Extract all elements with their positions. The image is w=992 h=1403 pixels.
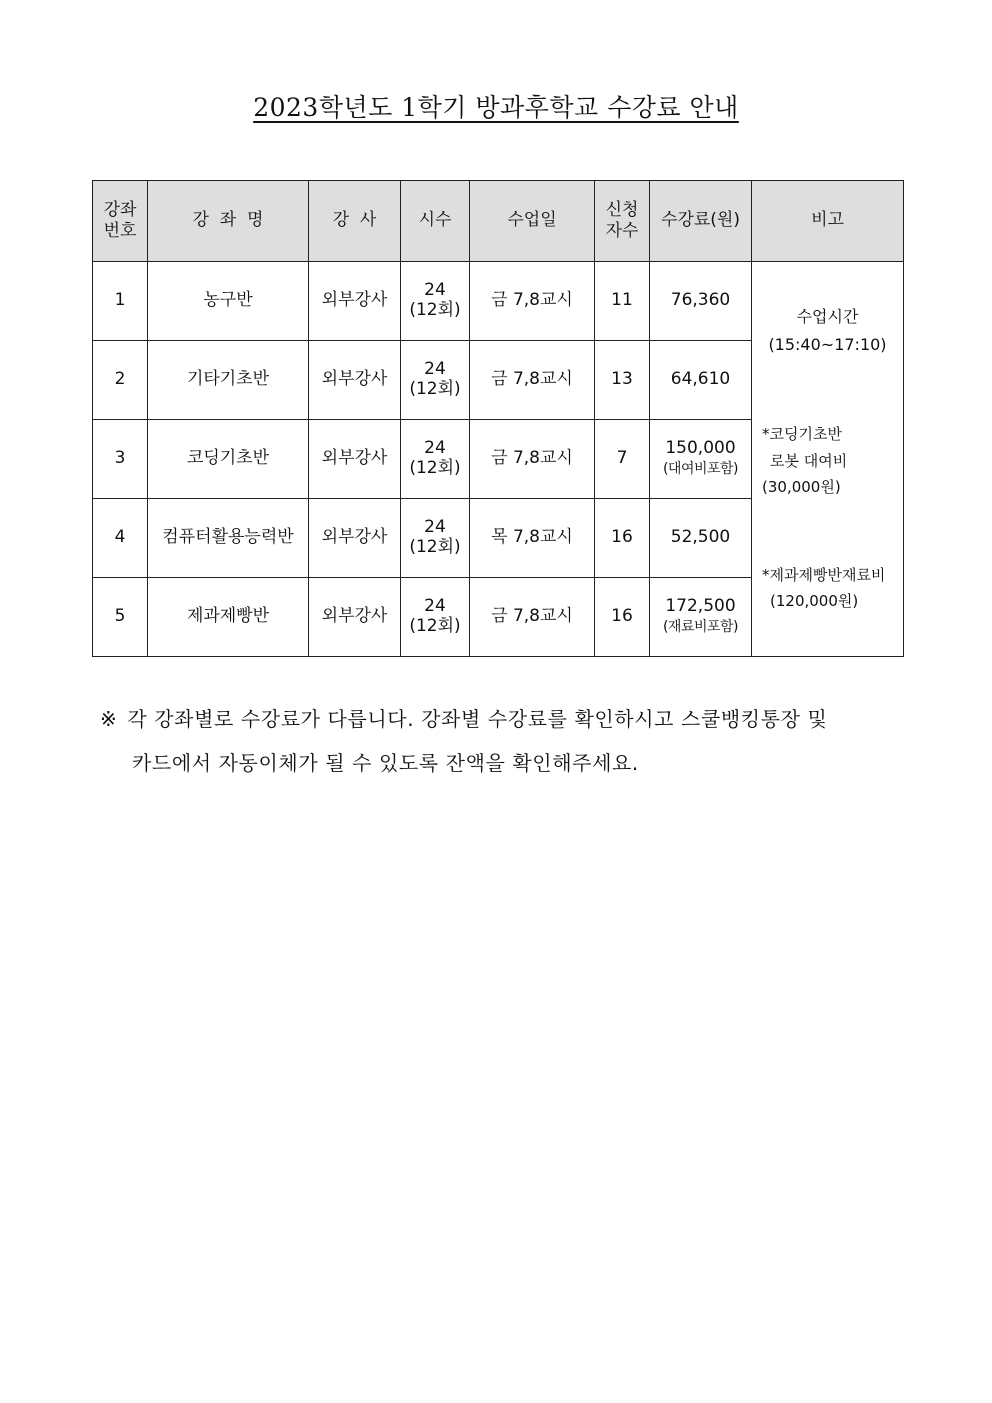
header-course-name: 강 좌 명: [148, 181, 309, 262]
reference-mark-icon: ※: [100, 707, 118, 731]
header-hours: 시수: [401, 181, 470, 262]
cell-remarks: [752, 262, 904, 657]
header-instructor: 강 사: [309, 181, 401, 262]
table-row: [93, 262, 904, 341]
cell-applicants: 11: [595, 262, 650, 341]
cell-hours: 24 (12회): [401, 341, 470, 420]
notice-line-1: ※ 각 강좌별로 수강료가 다릅니다. 강좌별 수강료를 확인하시고 스쿨뱅킹통장 및: [100, 707, 828, 731]
cell-fee: 76,360: [650, 262, 752, 341]
remarks-coding: *코딩기초반 로봇 대여비 (30,000원): [762, 425, 848, 496]
cell-applicants: 16: [595, 578, 650, 657]
cell-instructor: 외부강사: [309, 341, 401, 420]
cell-day: 금 7,8교시: [470, 420, 595, 499]
table-header-row: [93, 181, 904, 262]
cell-day: 금 7,8교시: [470, 262, 595, 341]
cell-instructor: 외부강사: [309, 262, 401, 341]
header-applicants: 신청 자수: [595, 181, 650, 262]
cell-course: 농구반: [148, 262, 309, 341]
page-title-text: 2023학년도 1학기 방과후학교 수강료 안내: [253, 93, 739, 122]
header-class-day: 수업일: [470, 181, 595, 262]
cell-course: 컴퓨터활용능력반: [148, 499, 309, 578]
cell-applicants: 7: [595, 420, 650, 499]
cell-instructor: 외부강사: [309, 420, 401, 499]
fee-table: [92, 180, 904, 657]
cell-fee: 150,000 (대여비포함): [650, 420, 752, 499]
cell-hours: 24 (12회): [401, 499, 470, 578]
cell-number: 1: [93, 262, 148, 341]
cell-day: 금 7,8교시: [470, 578, 595, 657]
header-fee: 수강료(원): [650, 181, 752, 262]
header-remarks: 비고: [752, 181, 904, 262]
cell-day: 목 7,8교시: [470, 499, 595, 578]
cell-course: 제과제빵반: [148, 578, 309, 657]
cell-fee: 52,500: [650, 499, 752, 578]
fee-note: (재료비포함): [662, 619, 739, 635]
cell-hours: 24 (12회): [401, 578, 470, 657]
cell-number: 5: [93, 578, 148, 657]
cell-hours: 24 (12회): [401, 420, 470, 499]
cell-instructor: 외부강사: [309, 499, 401, 578]
remarks-baking: *제과제빵반재료비 (120,000원): [762, 566, 886, 611]
fee-notice: [100, 697, 910, 785]
notice-line-2: 카드에서 자동이체가 될 수 있도록 잔액을 확인해주세요.: [132, 751, 639, 775]
cell-course: 기타기초반: [148, 341, 309, 420]
cell-number: 2: [93, 341, 148, 420]
cell-applicants: 16: [595, 499, 650, 578]
remarks-class-time: 수업시간 (15:40~17:10): [768, 307, 887, 355]
fee-note: (대여비포함): [662, 461, 739, 477]
cell-number: 4: [93, 499, 148, 578]
cell-instructor: 외부강사: [309, 578, 401, 657]
cell-fee: 64,610: [650, 341, 752, 420]
page-title: [0, 88, 992, 124]
header-course-number: 강좌 번호: [93, 181, 148, 262]
cell-number: 3: [93, 420, 148, 499]
cell-applicants: 13: [595, 341, 650, 420]
cell-fee: 172,500 (재료비포함): [650, 578, 752, 657]
cell-hours: 24 (12회): [401, 262, 470, 341]
cell-day: 금 7,8교시: [470, 341, 595, 420]
cell-course: 코딩기초반: [148, 420, 309, 499]
